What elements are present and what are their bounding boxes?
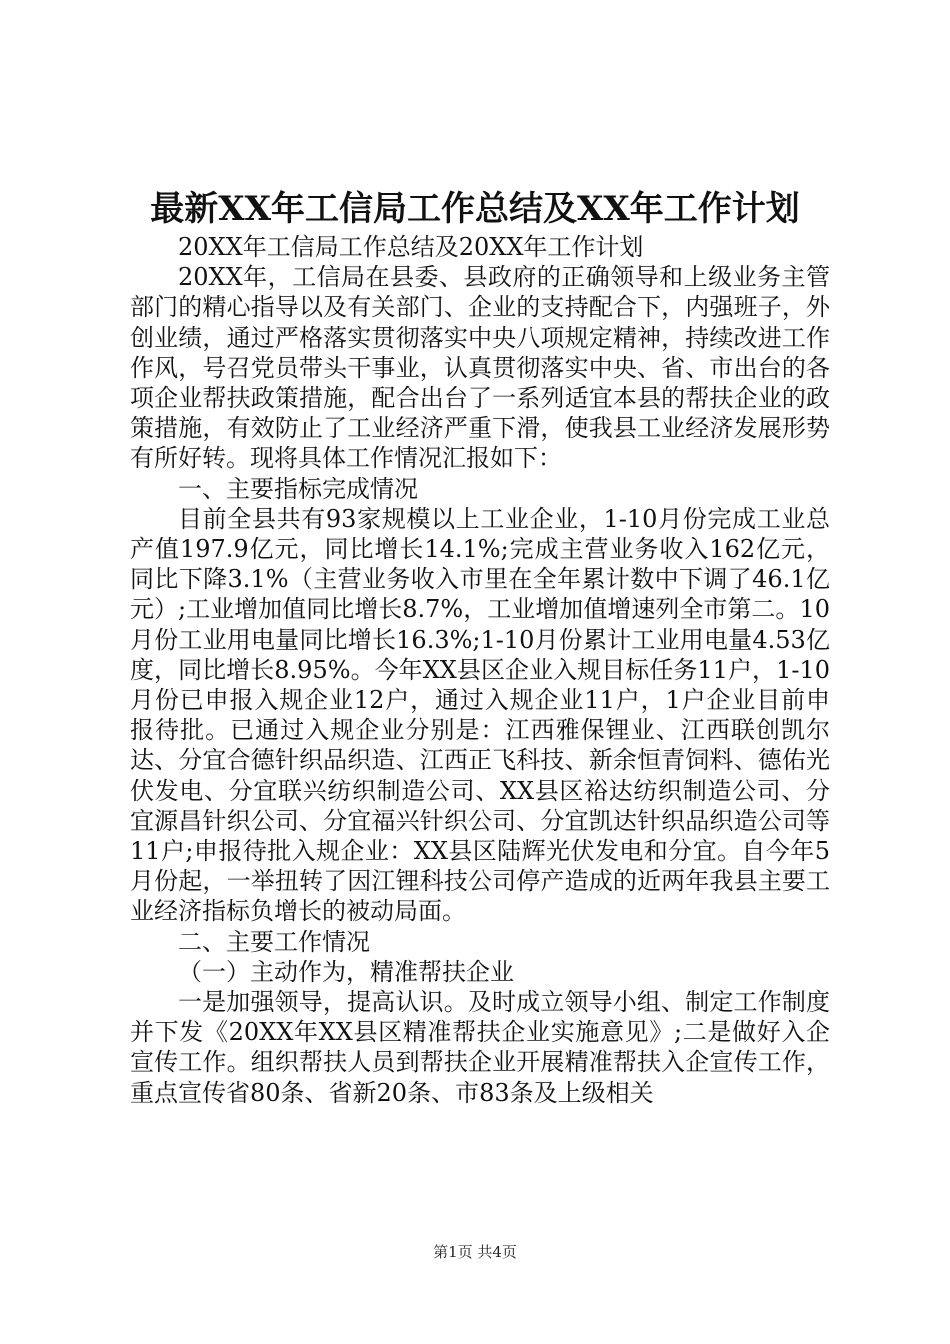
support-paragraph: 一是加强领导，提高认识。及时成立领导小组、制定工作制度并下发《20XX年XX县区精准帮扶企业实施意见》;二是做好入企宣传工作。组织帮扶人员到帮扶企业开展精准帮扶入企宣传工作，重点宣传省80条、省新20条、市83条及上级相关 (130, 988, 830, 1107)
document-title: 最新XX年工信局工作总结及XX年工作计划 (150, 189, 800, 229)
document-body (130, 232, 830, 1108)
intro-paragraph: 20XX年，工信局在县委、县政府的正确领导和上级业务主管部门的精心指导以及有关部门、企业的支持配合下，内强班子，外创业绩，通过严格落实贯彻落实中央八项规定精神，持续改进工作作风，号召党员带头干事业，认真贯彻落实中央、省、市出台的各项企业帮扶政策措施，配合出台了一系列适宜本县的帮扶企业的政策措施，有效防止了工业经济严重下滑，使我县工业经济发展形势有所好转。现将具体工作情况汇报如下： (130, 263, 830, 473)
indicators-paragraph: 目前全县共有93家规模以上工业企业，1-10月份完成工业总产值197.9亿元，同比增长14.1%;完成主营业务收入162亿元，同比下降3.1%（主营业务收入市里在全年累计数中下调了46.1亿元）;工业增加值同比增长8.7%，工业增加值增速列全市第二。10月份工业用电量同比增长16.3%;1-10月份累计工业用电量4.53亿度，同比增长8.95%。今年XX县区企业入规目标任务11户，1-10月份已申报入规企业12户，通过入规企业11户，1户企业目前申报待批。已通过入规企业分别是：江西雅保锂业、江西联创凯尔达、分宜合德针织品织造、江西正飞科技、新余恒青饲料、德佑光伏发电、分宜联兴纺织制造公司、XX县区裕达纺织制造公司、分宜源昌针织公司、分宜福兴针织公司、分宜凯达针织品织造公司等11户;申报待批入规企业：XX县区陆辉光伏发电和分宜。自今年5月份起，一举扭转了因江锂科技公司停产造成的近两年我县主要工业经济指标负增长的被动局面。 (130, 504, 830, 926)
subsection-heading-1: （一）主动作为，精准帮扶企业 (178, 957, 514, 986)
section-heading-1: 一、主要指标完成情况 (178, 474, 418, 503)
section-heading-2: 二、主要工作情况 (178, 927, 370, 956)
subtitle-paragraph: 20XX年工信局工作总结及20XX年工作计划 (178, 233, 644, 261)
page-number-footer: 第1页 共4页 (433, 1243, 517, 1261)
